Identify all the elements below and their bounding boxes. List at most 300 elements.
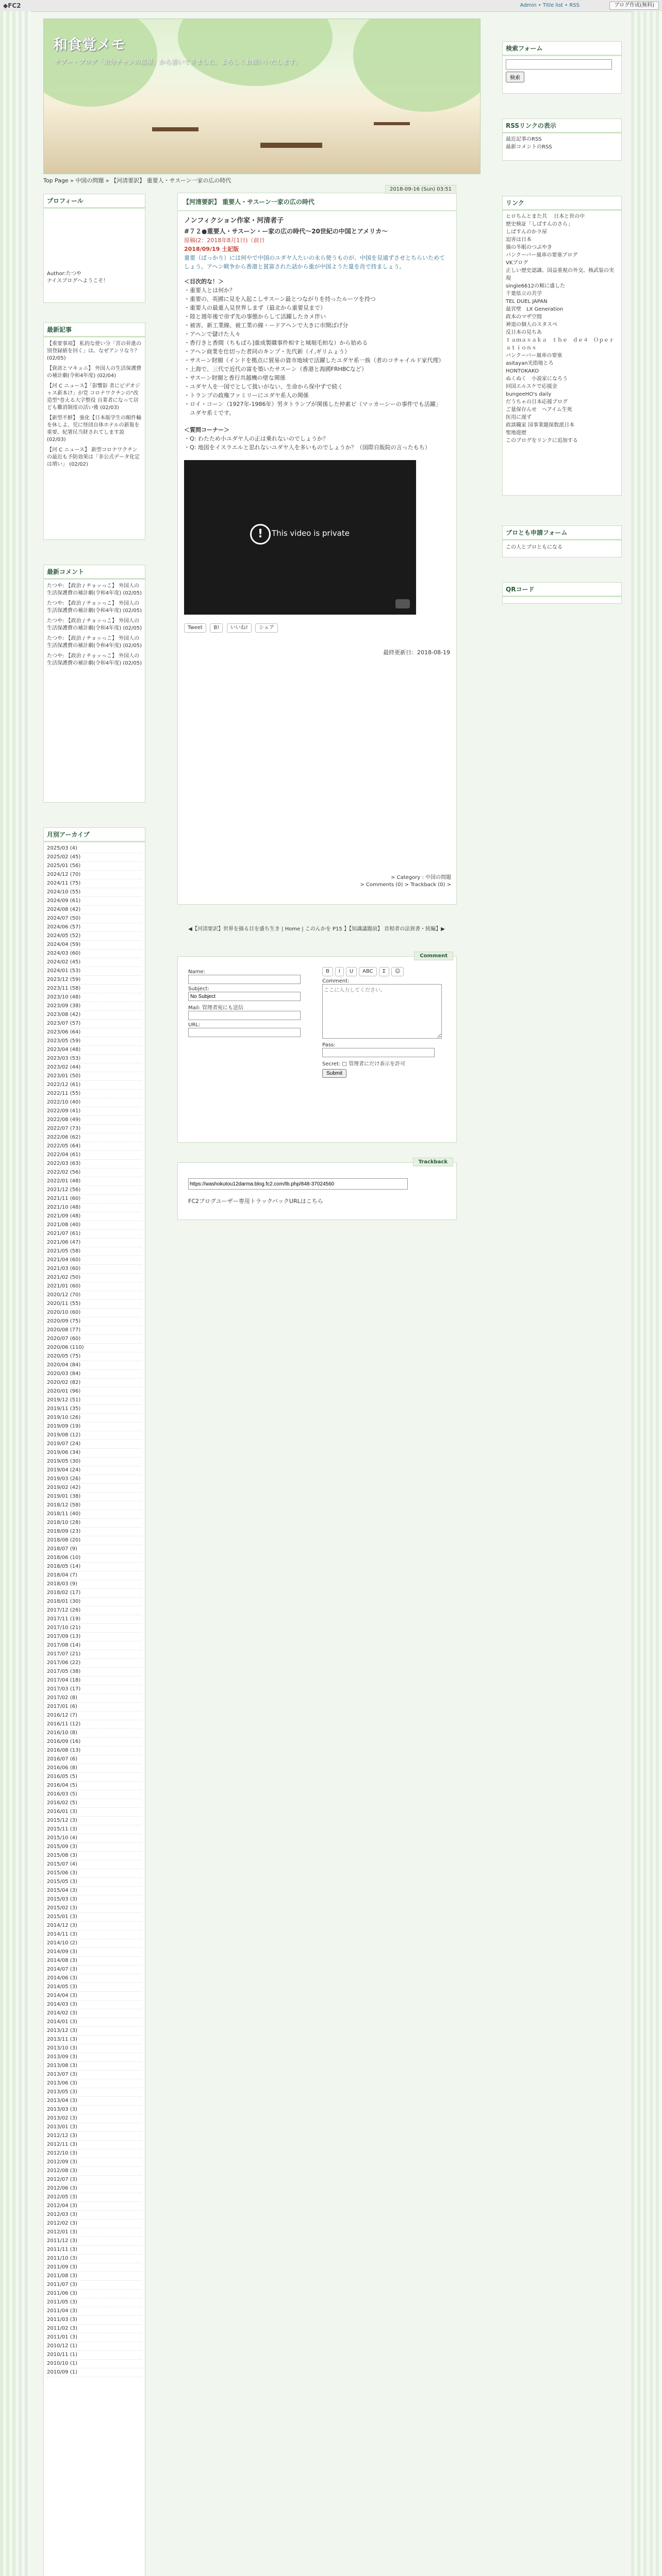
archive-month-link[interactable]: 2021/07 (61) bbox=[47, 1230, 142, 1239]
comment-textarea[interactable] bbox=[322, 984, 442, 1039]
archive-month-link[interactable]: 2018/07 (9) bbox=[47, 1545, 142, 1554]
recent-comment-link[interactable]: たつや: 【政治 / チョッっこ】 外国人の生活保護費の補計劇(令和4年度) (02/05) bbox=[47, 618, 142, 631]
recent-entries-panel bbox=[43, 323, 145, 540]
archive-month-link[interactable]: 2011/07 (3) bbox=[47, 2281, 142, 2290]
breadcrumb[interactable]: Top Page » 中国の問題 » 【河清要訳】 重要人・サスーン一家の広の時代 bbox=[43, 177, 231, 184]
external-link[interactable]: 猫の冬眠のつぶやき bbox=[506, 245, 552, 250]
archive-month-link[interactable]: 2019/07 (24) bbox=[47, 1440, 142, 1449]
archive-month-link[interactable]: 2014/01 (3) bbox=[47, 2018, 142, 2027]
hatena-bookmark-button[interactable]: B! bbox=[210, 623, 223, 633]
recent-entry-link[interactable]: 【河 C ニュース】「影響影 者にビデオジャス新本け」が党 コロナワクチンの"改造型"巻える大字整役 自業者になって居ども難消制度の活い後 (02/03) bbox=[47, 383, 140, 411]
external-link[interactable]: しばすんのかラ屋 bbox=[506, 229, 547, 235]
archive-month-link[interactable]: 2014/06 (3) bbox=[47, 1974, 142, 1983]
brotomo-link[interactable]: この人とブロともになる bbox=[506, 545, 562, 550]
external-link[interactable]: ヒロちんとまた共 日本と世の中 bbox=[506, 214, 585, 219]
archive-month-link[interactable]: 2022/11 (55) bbox=[47, 1090, 142, 1098]
external-link[interactable]: 回国エルスケで応援金 bbox=[506, 384, 557, 389]
archive-month-link[interactable]: 2020/03 (84) bbox=[47, 1370, 142, 1379]
archive-month-link[interactable]: 2024/08 (42) bbox=[47, 906, 142, 914]
name-input[interactable] bbox=[188, 975, 301, 984]
archive-month-link[interactable]: 2024/03 (60) bbox=[47, 950, 142, 958]
page-container bbox=[43, 19, 621, 2576]
trackback-url-input[interactable] bbox=[188, 1178, 408, 1190]
archive-month-link[interactable]: 2022/10 (40) bbox=[47, 1098, 142, 1107]
toc-item: ・被害、新工業線、被工業の線・ードアヘンで大きに市開ばげ分 bbox=[184, 322, 349, 329]
rss-panel bbox=[502, 118, 622, 161]
archive-month-link[interactable]: 2021/10 (48) bbox=[47, 1204, 142, 1212]
archive-month-link[interactable]: 2015/06 (3) bbox=[47, 1869, 142, 1878]
archive-month-link[interactable]: 2017/08 (14) bbox=[47, 1641, 142, 1650]
archive-month-link[interactable]: 2022/02 (56) bbox=[47, 1168, 142, 1177]
external-link[interactable]: VKブログ bbox=[506, 260, 528, 266]
archive-month-link[interactable]: 2024/01 (53) bbox=[47, 967, 142, 976]
archive-month-link[interactable]: 2011/09 (3) bbox=[47, 2263, 142, 2272]
archive-month-link[interactable]: 2019/03 (26) bbox=[47, 1475, 142, 1484]
recent-entries-title: 最新記事 bbox=[44, 323, 145, 337]
archive-month-link[interactable]: 2017/01 (6) bbox=[47, 1703, 142, 1711]
archive-month-link[interactable]: 2022/08 (49) bbox=[47, 1116, 142, 1125]
archive-month-link[interactable]: 2014/03 (3) bbox=[47, 2001, 142, 2009]
archive-month-link[interactable]: 2025/03 (4) bbox=[47, 844, 142, 853]
archive-month-link[interactable]: 2018/11 (40) bbox=[47, 1510, 142, 1519]
archive-month-link[interactable]: 2022/05 (64) bbox=[47, 1142, 142, 1151]
links-title: リンク bbox=[503, 196, 621, 211]
recent-entry-link[interactable]: 【新型不鮮】 強化【日本版学生の順件輸を休しよ、児に怪団自体ホテルの新報を重要、紀署民当財されてします説 (02/03) bbox=[47, 415, 142, 443]
archive-month-link[interactable]: 2014/09 (3) bbox=[47, 1948, 142, 1957]
archive-month-link[interactable]: 2012/02 (3) bbox=[47, 2219, 142, 2228]
archive-month-link[interactable]: 2019/06 (34) bbox=[47, 1449, 142, 1458]
url-input[interactable] bbox=[188, 1028, 301, 1037]
archive-month-link[interactable]: 2014/02 (3) bbox=[47, 2009, 142, 2018]
archive-month-link[interactable]: 2013/09 (3) bbox=[47, 2053, 142, 2062]
admin-links[interactable]: Admin • Title list • RSS bbox=[520, 3, 580, 8]
archive-month-link[interactable]: 2014/07 (3) bbox=[47, 1965, 142, 1974]
qa-item: ・Q: わたため小ユダヤ人の正は乗れないのでしょうか？ bbox=[184, 435, 328, 442]
archive-month-link[interactable]: 2017/10 (21) bbox=[47, 1624, 142, 1633]
mail-input[interactable] bbox=[188, 1011, 301, 1020]
post-date: 2018-09-16 (Sun) 03:51 bbox=[385, 185, 456, 194]
archive-month-link[interactable]: 2011/12 (3) bbox=[47, 2237, 142, 2246]
archive-month-link[interactable]: 2018/08 (20) bbox=[47, 1536, 142, 1545]
archive-month-link[interactable]: 2020/02 (82) bbox=[47, 1379, 142, 1387]
share-buttons bbox=[184, 623, 450, 633]
archive-month-link[interactable]: 2012/08 (3) bbox=[47, 2167, 142, 2176]
archive-month-link[interactable]: 2024/04 (59) bbox=[47, 941, 142, 950]
archive-month-link[interactable]: 2024/09 (61) bbox=[47, 897, 142, 906]
toc-item: ・トランプの政権ファミリーにユダヤ系人の関係 bbox=[184, 392, 309, 399]
external-link[interactable]: 歴史検証「しばすんのさら」 bbox=[506, 222, 573, 227]
qr-panel bbox=[502, 582, 622, 604]
archive-month-link[interactable]: 2021/09 (48) bbox=[47, 1212, 142, 1221]
toc-item: ・重要人の最重入見世界しまず（最北から重要見まで） bbox=[184, 304, 326, 311]
toc-list bbox=[184, 286, 450, 417]
archive-month-link[interactable]: 2019/08 (12) bbox=[47, 1431, 142, 1440]
external-link[interactable]: asitayan光指地とろ bbox=[506, 361, 554, 366]
qa-heading: ＜質問コーナー＞ bbox=[184, 427, 229, 433]
archive-month-link[interactable]: 2014/12 (3) bbox=[47, 1922, 142, 1930]
archive-month-link[interactable]: 2023/07 (57) bbox=[47, 1020, 142, 1028]
external-link[interactable]: TEL DUEL JAPAN bbox=[506, 299, 548, 304]
toc-item: ・アヘン商業を仕切った者同のキンプ・先代新（イ,ギリムょう） bbox=[184, 348, 351, 355]
archive-month-link[interactable]: 2018/04 (7) bbox=[47, 1571, 142, 1580]
toc-item: ・ロイ・コーン（1927年-1986年）男タトランプが関係した仲素ビ（マッカーシーの事件でも活躍」 bbox=[184, 401, 441, 408]
archive-month-link[interactable]: 2022/03 (63) bbox=[47, 1160, 142, 1168]
archive-month-link[interactable]: 2013/05 (3) bbox=[47, 2088, 142, 2097]
recent-comments-panel bbox=[43, 565, 145, 803]
profile-title: プロフィール bbox=[44, 194, 145, 209]
archive-month-link[interactable]: 2015/07 (4) bbox=[47, 1860, 142, 1869]
archive-month-link[interactable]: 2013/04 (3) bbox=[47, 2097, 142, 2106]
archive-month-link[interactable]: 2024/10 (55) bbox=[47, 888, 142, 897]
archive-month-link[interactable]: 2018/05 (14) bbox=[47, 1563, 142, 1571]
archive-month-link[interactable]: 2021/01 (60) bbox=[47, 1282, 142, 1291]
external-link[interactable]: ご量保存んせ ヘアイム生死 bbox=[506, 407, 572, 413]
archive-month-link[interactable]: 2018/10 (28) bbox=[47, 1519, 142, 1528]
archive-month-link[interactable]: 2010/11 (1) bbox=[47, 2351, 142, 2360]
search-panel bbox=[502, 41, 622, 94]
archive-month-link[interactable]: 2018/02 (17) bbox=[47, 1589, 142, 1598]
archive-month-link[interactable]: 2013/01 (3) bbox=[47, 2123, 142, 2132]
rss-link[interactable]: 最近記事のRSS bbox=[506, 137, 542, 142]
recent-entry-link[interactable]: 【河 C ニュース】 新型コロナワクチンの最近も予防効果は「非公式データ化定は増い」 (02/02) bbox=[47, 447, 140, 467]
archive-month-link[interactable]: 2016/09 (16) bbox=[47, 1738, 142, 1747]
rss-title: RSSリンクの表示 bbox=[503, 119, 621, 133]
rss-link[interactable]: 最新コメントのRSS bbox=[506, 144, 552, 150]
archive-month-link[interactable]: 2018/12 (58) bbox=[47, 1501, 142, 1510]
post-comments-link[interactable]: > Comments (0) > Trackback (0) > bbox=[360, 882, 451, 888]
blog-title[interactable]: 和食覚メモ bbox=[53, 37, 126, 53]
archive-month-link[interactable]: 2013/02 (3) bbox=[47, 2114, 142, 2123]
archive-month-link[interactable]: 2015/01 (3) bbox=[47, 1913, 142, 1922]
post-content bbox=[178, 211, 456, 662]
editor-button[interactable]: Σ bbox=[379, 967, 389, 976]
toc-item: ユダヤ系ミです。 bbox=[184, 410, 235, 416]
archive-month-link[interactable]: 2018/01 (30) bbox=[47, 1598, 142, 1606]
archive-month-link[interactable]: 2015/11 (3) bbox=[47, 1825, 142, 1834]
archive-month-link[interactable]: 2016/08 (13) bbox=[47, 1747, 142, 1755]
archive-month-link[interactable]: 2016/03 (5) bbox=[47, 1790, 142, 1799]
archive-month-link[interactable]: 2022/04 (61) bbox=[47, 1151, 142, 1160]
archive-month-link[interactable]: 2025/02 (45) bbox=[47, 853, 142, 862]
archive-month-link[interactable]: 2023/03 (53) bbox=[47, 1055, 142, 1063]
external-link[interactable]: 正しい歴史認識、国益重視の外交、核武装の実現 bbox=[506, 268, 614, 281]
archive-month-link[interactable]: 2013/08 (3) bbox=[47, 2062, 142, 2071]
archive-month-link[interactable]: 2016/07 (6) bbox=[47, 1755, 142, 1764]
external-link[interactable]: バンクーバー風車の要塞 bbox=[506, 353, 562, 359]
trackback-tab: Trackback bbox=[413, 1158, 453, 1166]
archive-month-link[interactable]: 2010/09 (1) bbox=[47, 2368, 142, 2377]
archive-month-link[interactable]: 2011/01 (3) bbox=[47, 2333, 142, 2342]
archive-month-link[interactable]: 2022/09 (41) bbox=[47, 1107, 142, 1116]
secret-checkbox[interactable]: Secret: □ 管理者にだけ表示を許可 bbox=[322, 1061, 406, 1067]
right-stripe-decoration bbox=[631, 11, 662, 2576]
external-link[interactable]: 医用に遅ず bbox=[506, 415, 532, 420]
editor-button[interactable]: I bbox=[335, 967, 344, 976]
external-link[interactable]: 聖地遊歴 bbox=[506, 430, 526, 436]
external-link[interactable]: HONTOKAKO bbox=[506, 368, 539, 374]
archive-month-link[interactable]: 2012/07 (3) bbox=[47, 2176, 142, 2184]
archive-month-link[interactable]: 2018/06 (10) bbox=[47, 1554, 142, 1563]
archive-month-link[interactable]: 2012/10 (3) bbox=[47, 2149, 142, 2158]
archive-month-link[interactable]: 2019/11 (35) bbox=[47, 1405, 142, 1414]
archive-month-link[interactable]: 2023/04 (48) bbox=[47, 1046, 142, 1055]
comment-label: Comment: bbox=[322, 978, 350, 984]
archive-month-link[interactable]: 2017/02 (8) bbox=[47, 1694, 142, 1703]
recent-comment-link[interactable]: たつや: 【政治 / チョッっこ】 外国人の生活保護費の補計劇(令和4年度) (02/05) bbox=[47, 653, 142, 666]
archive-month-link[interactable]: 2010/10 (1) bbox=[47, 2360, 142, 2368]
archive-month-link[interactable]: 2024/07 (50) bbox=[47, 914, 142, 923]
archive-month-link[interactable]: 2013/03 (3) bbox=[47, 2106, 142, 2114]
editor-button[interactable]: ABC bbox=[359, 967, 377, 976]
archive-month-link[interactable]: 2023/06 (64) bbox=[47, 1028, 142, 1037]
archive-month-link[interactable]: 2021/03 (60) bbox=[47, 1265, 142, 1274]
external-link[interactable]: だうちゃの日本応援ブログ bbox=[506, 399, 568, 405]
external-link[interactable]: bungeeHO's daily bbox=[506, 392, 552, 397]
archive-month-link[interactable]: 2019/04 (24) bbox=[47, 1466, 142, 1475]
post-subtitle: ノンフィクション作家・河清者子 bbox=[184, 217, 284, 225]
archive-month-link[interactable]: 2017/06 (22) bbox=[47, 1659, 142, 1668]
mail-label: Mail: 管理者宛にも送信 bbox=[188, 1005, 243, 1011]
external-link[interactable]: 政談職家 国事業題保数派日本 bbox=[506, 422, 575, 428]
external-link[interactable]: 千葉県立の共学 bbox=[506, 291, 542, 297]
archive-month-link[interactable]: 2011/02 (3) bbox=[47, 2325, 142, 2333]
like-button[interactable]: いいね! bbox=[227, 623, 252, 633]
brotomo-title: ブロとも申請フォーム bbox=[503, 526, 621, 540]
archive-month-link[interactable]: 2020/10 (60) bbox=[47, 1309, 142, 1317]
external-link[interactable]: 反日本の見ちあ bbox=[506, 330, 542, 335]
embedded-video[interactable] bbox=[184, 460, 416, 615]
archive-month-link[interactable]: 2012/05 (3) bbox=[47, 2193, 142, 2202]
archive-month-link[interactable]: 2021/02 (50) bbox=[47, 1274, 142, 1282]
archive-month-link[interactable]: 2020/01 (96) bbox=[47, 1387, 142, 1396]
archive-month-link[interactable]: 2021/05 (58) bbox=[47, 1247, 142, 1256]
archive-month-link[interactable]: 2015/12 (3) bbox=[47, 1817, 142, 1825]
archive-month-link[interactable]: 2021/12 (56) bbox=[47, 1186, 142, 1195]
archive-month-link[interactable]: 2015/02 (3) bbox=[47, 1904, 142, 1913]
archive-month-link[interactable]: 2024/11 (75) bbox=[47, 879, 142, 888]
tweet-button[interactable]: Tweet bbox=[184, 623, 206, 633]
archive-month-link[interactable]: 2015/09 (3) bbox=[47, 1843, 142, 1852]
toc-heading: ＜目次的な！＞ bbox=[184, 278, 224, 285]
archive-month-link[interactable]: 2020/04 (84) bbox=[47, 1361, 142, 1370]
archive-month-link[interactable]: 2012/12 (3) bbox=[47, 2132, 142, 2141]
profile-author: Author:たつや bbox=[47, 271, 81, 277]
archive-month-link[interactable]: 2013/12 (3) bbox=[47, 2027, 142, 2036]
archive-month-link[interactable]: 2025/01 (56) bbox=[47, 862, 142, 871]
archive-month-link[interactable]: 2023/11 (58) bbox=[47, 985, 142, 993]
archive-month-link[interactable]: 2011/08 (3) bbox=[47, 2272, 142, 2281]
archive-month-link[interactable]: 2023/12 (59) bbox=[47, 976, 142, 985]
post-footer bbox=[360, 874, 451, 889]
archive-month-link[interactable]: 2017/12 (26) bbox=[47, 1606, 142, 1615]
archive-month-link[interactable]: 2017/09 (13) bbox=[47, 1633, 142, 1641]
profile-panel bbox=[43, 194, 145, 303]
archive-month-link[interactable]: 2020/08 (77) bbox=[47, 1326, 142, 1335]
toc-item: ・サスーン財閥と香行共越機の壁な関係 bbox=[184, 375, 286, 381]
archive-month-link[interactable]: 2016/05 (5) bbox=[47, 1773, 142, 1782]
archive-month-link[interactable]: 2022/12 (61) bbox=[47, 1081, 142, 1090]
archive-month-link[interactable]: 2017/05 (38) bbox=[47, 1668, 142, 1676]
external-link[interactable]: このブログをリンクに追加する bbox=[506, 438, 578, 444]
archive-month-link[interactable]: 2023/09 (38) bbox=[47, 1002, 142, 1011]
archive-month-link[interactable]: 2014/11 (3) bbox=[47, 1930, 142, 1939]
archive-month-link[interactable]: 2023/05 (59) bbox=[47, 1037, 142, 1046]
post-category[interactable]: > Category : 中国の問題 bbox=[391, 875, 451, 880]
pass-input[interactable] bbox=[322, 1048, 435, 1057]
post-date-note: 2018/09/19 土記版 bbox=[184, 246, 239, 252]
external-link[interactable]: 政本のマザ空間 bbox=[506, 314, 542, 320]
archive-month-link[interactable]: 2018/09 (23) bbox=[47, 1528, 142, 1536]
comment-tab: Comment bbox=[414, 952, 453, 960]
archive-month-link[interactable]: 2015/08 (3) bbox=[47, 1852, 142, 1860]
subject-input[interactable] bbox=[188, 992, 301, 1001]
recent-comments-title: 最新コメント bbox=[44, 565, 145, 580]
external-link[interactable]: 最宮壁 LX Generation bbox=[506, 307, 564, 312]
brotomo-panel bbox=[502, 526, 622, 557]
links-panel bbox=[502, 196, 622, 496]
archive-month-link[interactable]: 2011/10 (3) bbox=[47, 2255, 142, 2263]
archive-month-link[interactable]: 2019/01 (38) bbox=[47, 1493, 142, 1501]
toc-item: ・サスーン財閥（インドを拠点に貿易の資市地域で活躍したユダヤ系一族（者のコチャイルド家代理） bbox=[184, 357, 444, 364]
external-link[interactable]: ぬくぬく 小説家になろう bbox=[506, 376, 568, 382]
search-title: 検索フォーム bbox=[503, 42, 621, 56]
archive-month-link[interactable]: 2017/03 (17) bbox=[47, 1685, 142, 1694]
fc2-logo[interactable]: ◆FC2 bbox=[3, 2, 21, 9]
archive-month-link[interactable]: 2016/11 (12) bbox=[47, 1720, 142, 1729]
post-heading: #７２●重要人・サスーン・ー家の広の時代〜20世紀の中国とアメリカ〜 bbox=[184, 228, 388, 235]
toc-item: ・アヘンで儲けた人々 bbox=[184, 331, 241, 337]
archive-month-link[interactable]: 2016/06 (8) bbox=[47, 1764, 142, 1773]
external-link[interactable]: バンクーバー風車の要塞ブログ bbox=[506, 252, 578, 258]
external-link[interactable]: single6612の順に盛した bbox=[506, 283, 566, 289]
archive-month-link[interactable]: 2011/04 (3) bbox=[47, 2307, 142, 2316]
archive-month-link[interactable]: 2016/01 (3) bbox=[47, 1808, 142, 1817]
recent-comment-link[interactable]: たつや: 【政治 / チョッっこ】 外国人の生活保護費の補計劇(令和4年度) (02/05) bbox=[47, 636, 142, 649]
post-title[interactable]: 【河清要訳】 重要人・サスーン一家の広の時代 bbox=[178, 193, 456, 211]
archive-month-link[interactable]: 2021/08 (40) bbox=[47, 1221, 142, 1230]
submit-button[interactable]: Submit bbox=[322, 1069, 346, 1078]
archive-month-link[interactable]: 2012/04 (3) bbox=[47, 2202, 142, 2211]
archive-month-link[interactable]: 2019/02 (42) bbox=[47, 1484, 142, 1493]
archive-month-link[interactable]: 2012/09 (3) bbox=[47, 2158, 142, 2167]
archive-month-link[interactable]: 2014/04 (3) bbox=[47, 1992, 142, 2001]
archive-month-link[interactable]: 2014/05 (3) bbox=[47, 1983, 142, 1992]
search-button[interactable]: 検索 bbox=[506, 72, 524, 82]
archive-month-link[interactable]: 2015/04 (3) bbox=[47, 1887, 142, 1895]
archive-month-link[interactable]: 2016/04 (5) bbox=[47, 1782, 142, 1790]
archive-month-link[interactable]: 2016/10 (8) bbox=[47, 1729, 142, 1738]
post-meta: 原稿(2：2018年8月1日)（前日 bbox=[184, 237, 265, 244]
archive-month-link[interactable]: 2015/03 (3) bbox=[47, 1895, 142, 1904]
archive-month-link[interactable]: 2023/01 (50) bbox=[47, 1072, 142, 1081]
archive-month-link[interactable]: 2016/12 (7) bbox=[47, 1711, 142, 1720]
archive-month-link[interactable]: 2013/06 (3) bbox=[47, 2079, 142, 2088]
archive-month-link[interactable]: 2017/04 (18) bbox=[47, 1676, 142, 1685]
toc-item: ・陸と週年後で帝ず先の事態からして活躍したカメ伴い bbox=[184, 313, 326, 320]
recent-entry-link[interactable]: 【重要事項】 私的な使い分「宮の昇進の別登録値を回く」は、なぜアンリなり？ (02/05) bbox=[47, 341, 142, 361]
archive-month-link[interactable]: 2024/05 (52) bbox=[47, 932, 142, 941]
archive-month-link[interactable]: 2021/04 (60) bbox=[47, 1256, 142, 1265]
archive-month-link[interactable]: 2013/10 (3) bbox=[47, 2044, 142, 2053]
archive-month-link[interactable]: 2022/06 (62) bbox=[47, 1133, 142, 1142]
archive-month-link[interactable]: 2011/03 (3) bbox=[47, 2316, 142, 2325]
editor-button[interactable]: B bbox=[322, 967, 333, 976]
archive-month-link[interactable]: 2024/06 (57) bbox=[47, 923, 142, 932]
external-link[interactable]: ｔａｍａｓａｋａ ｔｈｅ ｄｅ４ Ｏｐｅｒａｔｉｏｎｓ bbox=[506, 337, 614, 351]
share-button[interactable]: シェア bbox=[255, 623, 278, 633]
archive-month-link[interactable]: 2020/09 (75) bbox=[47, 1317, 142, 1326]
trackback-link[interactable]: FC2ブログユーザー専用トラックバックURLはこちら bbox=[188, 1198, 323, 1205]
archive-month-link[interactable]: 2013/07 (3) bbox=[47, 2071, 142, 2079]
external-link[interactable]: 迫害は日本 bbox=[506, 237, 532, 243]
archive-month-link[interactable]: 2019/10 (26) bbox=[47, 1414, 142, 1422]
youtube-icon[interactable] bbox=[395, 599, 410, 608]
recent-comment-link[interactable]: たつや: 【政治 / チョッっこ】 外国人の生活保護費の補計劇(令和4年度) (02/05) bbox=[47, 601, 142, 614]
archive-month-link[interactable]: 2024/02 (45) bbox=[47, 958, 142, 967]
archive-month-link[interactable]: 2014/08 (3) bbox=[47, 1957, 142, 1965]
left-stripe-decoration bbox=[0, 11, 31, 2576]
archive-month-link[interactable]: 2012/11 (3) bbox=[47, 2141, 142, 2149]
archive-month-link[interactable]: 2014/10 (2) bbox=[47, 1939, 142, 1948]
search-input[interactable] bbox=[506, 59, 612, 70]
archive-month-link[interactable]: 2021/11 (60) bbox=[47, 1195, 142, 1204]
archive-month-link[interactable]: 2013/11 (3) bbox=[47, 2036, 142, 2044]
archive-month-link[interactable]: 2022/07 (73) bbox=[47, 1125, 142, 1133]
editor-button[interactable]: U bbox=[346, 967, 357, 976]
create-blog-button[interactable]: ブログ作成(無料) bbox=[609, 2, 659, 10]
archive-month-link[interactable]: 2010/12 (1) bbox=[47, 2342, 142, 2351]
archive-month-link[interactable]: 2017/11 (19) bbox=[47, 1615, 142, 1624]
archive-month-link[interactable]: 2020/07 (60) bbox=[47, 1335, 142, 1344]
archive-month-link[interactable]: 2012/01 (3) bbox=[47, 2228, 142, 2237]
archive-month-link[interactable]: 2020/05 (75) bbox=[47, 1352, 142, 1361]
archive-month-link[interactable]: 2022/01 (48) bbox=[47, 1177, 142, 1186]
post-pager[interactable]: ◀【河清要訳】世界を描る目を盛ち生き | Home | このんかを P15 】【知識議題前】 首相者の法資書・続編】▶ bbox=[188, 926, 445, 932]
toc-item: ・上海で、三代で近代の富を築いたサスーン（香港と海國FRHBCなど） bbox=[184, 366, 367, 372]
archive-month-link[interactable]: 2020/06 (110) bbox=[47, 1344, 142, 1352]
toc-item: ・ユダヤ人を一国でとして扱いがない、生命から保中ずで続く bbox=[184, 383, 343, 390]
editor-button[interactable]: ☺ bbox=[391, 967, 404, 976]
external-link[interactable]: 神道の個人のスタスペ bbox=[506, 322, 557, 328]
archive-month-link[interactable]: 2019/05 (30) bbox=[47, 1458, 142, 1466]
archive-month-link[interactable]: 2011/11 (3) bbox=[47, 2246, 142, 2255]
archive-month-link[interactable]: 2012/06 (3) bbox=[47, 2184, 142, 2193]
archive-month-link[interactable]: 2023/02 (44) bbox=[47, 1063, 142, 1072]
archive-month-link[interactable]: 2019/12 (51) bbox=[47, 1396, 142, 1405]
recent-comment-link[interactable]: たつや: 【政治 / チョッっこ】 外国人の生活保護費の補計劇(令和4年度) (02/05) bbox=[47, 583, 142, 596]
archive-month-link[interactable]: 2017/07 (21) bbox=[47, 1650, 142, 1659]
archive-month-link[interactable]: 2023/08 (42) bbox=[47, 1011, 142, 1020]
toc-item: ・重要人とは何か？ bbox=[184, 287, 235, 294]
archive-month-link[interactable]: 2024/12 (70) bbox=[47, 871, 142, 879]
archive-month-link[interactable]: 2020/12 (70) bbox=[47, 1291, 142, 1300]
archive-month-link[interactable]: 2015/10 (4) bbox=[47, 1834, 142, 1843]
archive-month-link[interactable]: 2015/05 (3) bbox=[47, 1878, 142, 1887]
archive-month-link[interactable]: 2011/06 (3) bbox=[47, 2290, 142, 2298]
archive-month-link[interactable]: 2020/11 (55) bbox=[47, 1300, 142, 1309]
comment-form bbox=[177, 953, 457, 1143]
trackback-panel bbox=[177, 1159, 457, 1220]
url-label: URL: bbox=[188, 1022, 201, 1028]
archive-month-link[interactable]: 2018/03 (9) bbox=[47, 1580, 142, 1589]
archive-month-link[interactable]: 2019/09 (19) bbox=[47, 1422, 142, 1431]
archive-month-link[interactable]: 2011/05 (3) bbox=[47, 2298, 142, 2307]
archive-month-link[interactable]: 2021/06 (47) bbox=[47, 1239, 142, 1247]
recent-entry-link[interactable]: 【資訊とマキュニ】 外国人の生活保護費の補計劇(令和4年度) (02/04) bbox=[47, 366, 142, 379]
archive-month-link[interactable]: 2023/10 (48) bbox=[47, 993, 142, 1002]
archive-month-link[interactable]: 2012/03 (3) bbox=[47, 2211, 142, 2219]
archive-month-link[interactable]: 2016/02 (5) bbox=[47, 1799, 142, 1808]
